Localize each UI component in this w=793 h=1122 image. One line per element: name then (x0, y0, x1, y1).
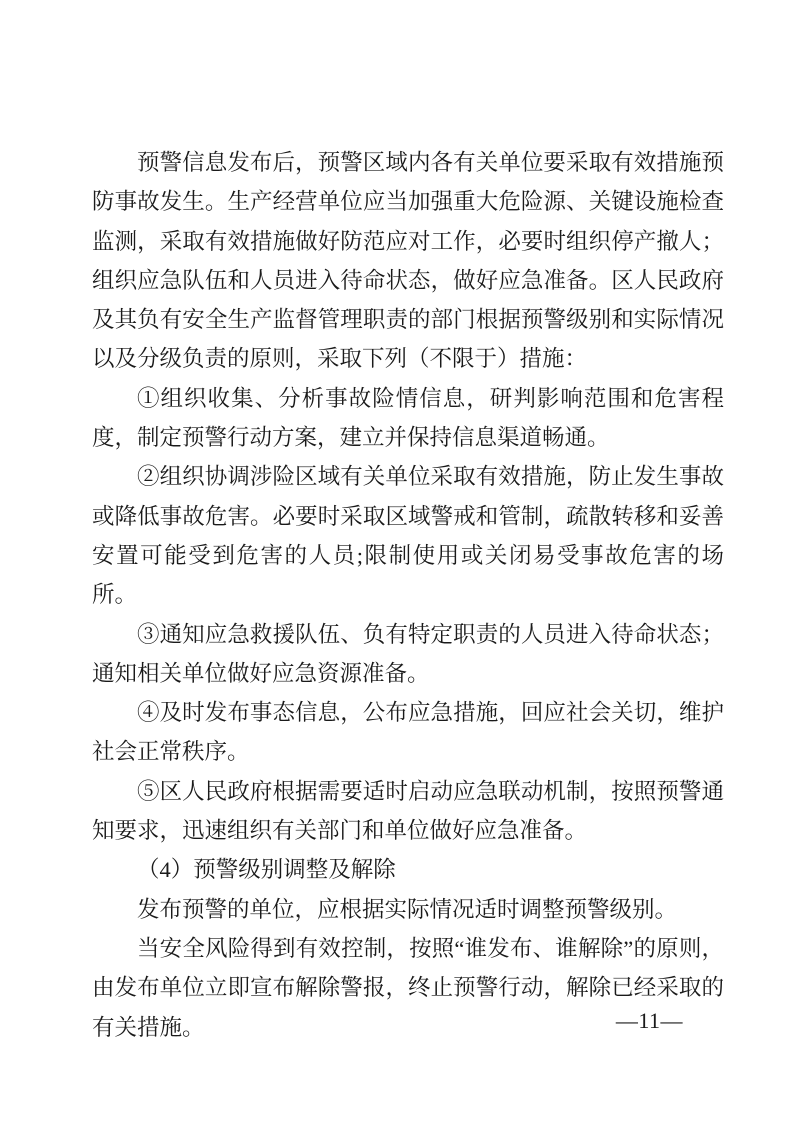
page-number: —11— (615, 1008, 683, 1033)
paragraph-adjust-level: 发布预警的单位，应根据实际情况适时调整预警级别。 (137, 896, 678, 922)
document-body (92, 143, 724, 1047)
paragraph-release-warning: 当安全风险得到有效控制，按照“谁发布、谁解除”的原则，由发布单位立即宣布解除警报，终止预警行动，解除已经采取的有关措施。 (92, 935, 724, 1040)
paragraph-measure-2: ②组织协调涉险区域有关单位采取有效措施，防止发生事故或降低事故危害。必要时采取区域警戒和管制，疏散转移和妥善安置可能受到危害的人员;限制使用或关闭易受事故危害的场所。 (92, 464, 724, 608)
paragraph-measure-5: ⑤区人民政府根据需要适时启动应急联动机制，按照预警通知要求，迅速组织有关部门和单位做好应急准备。 (92, 778, 724, 844)
section-heading-warning-level-adjust: （4）预警级别调整及解除 (137, 857, 396, 883)
paragraph-measure-1: ①组织收集、分析事故险情信息，研判影响范围和危害程度，制定预警行动方案，建立并保持信息渠道畅通。 (92, 385, 724, 451)
paragraph-warning-measures-intro: 预警信息发布后，预警区域内各有关单位要采取有效措施预防事故发生。生产经营单位应当加强重大危险源、关键设施检查监测，采取有效措施做好防范应对工作，必要时组织停产撤人；组织应急队伍和人员进入待命状态，做好应急准备。区人民政府及其负有安全生产监督管理职责的部门根据预警级别和实际情况以及分级负责的原则，采取下列（不限于）措施： (92, 150, 724, 372)
paragraph-measure-3: ③通知应急救援队伍、负有特定职责的人员进入待命状态；通知相关单位做好应急资源准备。 (92, 621, 724, 686)
paragraph-measure-4: ④及时发布事态信息，公布应急措施，回应社会关切，维护社会正常秩序。 (92, 700, 724, 765)
